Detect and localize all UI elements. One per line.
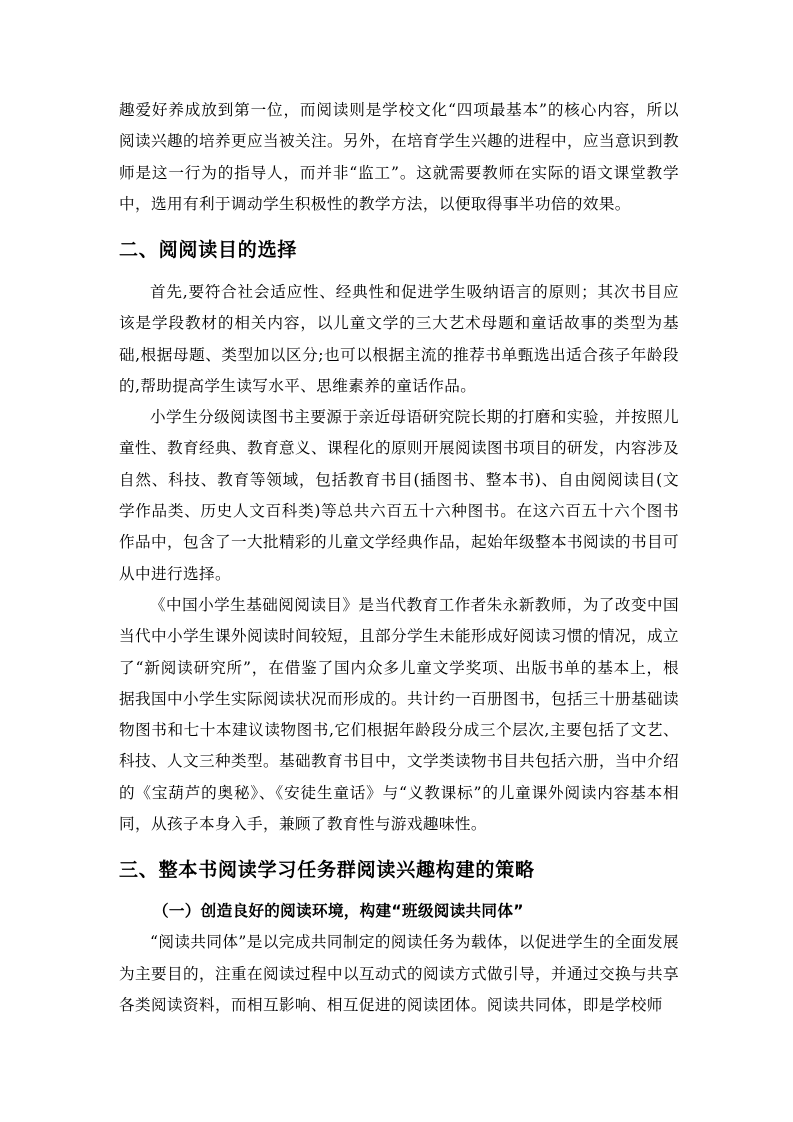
document-page [119, 95, 679, 1021]
section-2-heading: 二、阅阅读目的选择 [119, 239, 298, 261]
section-2-paragraph-1: 首先,要符合社会适应性、经典性和促进学生吸纳语言的原则；其次书目应该是学段教材的相关内容，以儿童文学的三大艺术母题和童话故事的类型为基础,根据母题、类型加以区分;也可以根据主流的推荐书单甄选出适合孩子年龄段的,帮助提高学生读写水平、思维素养的童话作品。 [119, 283, 679, 395]
section-3-paragraph-1: “阅读共同体”是以完成共同制定的阅读任务为载体，以促进学生的全面发展为主要目的，注重在阅读过程中以互动式的阅读方式做引导，并通过交换与共享各类阅读资料，而相互影响、相互促进的阅读团体。阅读共同体，即是学校师 [119, 933, 679, 1014]
section-2-paragraph-2: 小学生分级阅读图书主要源于亲近母语研究院长期的打磨和实验，并按照儿童性、教育经典、教育意义、课程化的原则开展阅读图书项目的研发，内容涉及自然、科技、教育等领域，包括教育书目(插图书、整本书)、自由阅阅读目(文学作品类、历史人文百科类)等总共六百五十六种图书。在这六百五十六个图书作品中，包含了一大批精彩的儿童文学经典作品，起始年级整本书阅读的书目可从中进行选择。 [119, 408, 679, 583]
section-2-paragraph-3: 《中国小学生基础阅阅读目》是当代教育工作者朱永新教师，为了改变中国当代中小学生课外阅读时间较短，且部分学生未能形成好阅读习惯的情况，成立了“新阅读研究所”，在借鉴了国内众多儿童文学奖项、出版书单的基本上，根据我国中小学生实际阅读状况而形成的。共计约一百册图书，包括三十册基础读物图书和七十本建议读物图书,它们根据年龄段分成三个层次,主要包括了文艺、科技、人文三种类型。基础教育书目中，文学类读物书目共包括六册，当中介绍的《宝葫芦的奥秘》、《安徒生童话》与“义教课标”的儿童课外阅读内容基本相同，从孩子本身入手，兼顾了教育性与游戏趣味性。 [119, 595, 679, 834]
intro-paragraph: 趣爱好养成放到第一位，而阅读则是学校文化“四项最基本”的核心内容，所以阅读兴趣的培养更应当被关注。另外，在培育学生兴趣的进程中，应当意识到教师是这一行为的指导人，而并非“监工”。这就需要教师在实际的语文课堂教学中，选用有利于调动学生积极性的教学方法，以便取得事半功倍的效果。 [119, 101, 679, 213]
section-3-heading: 三、整本书阅读学习任务群阅读兴趣构建的策略 [119, 859, 535, 882]
section-3-subheading: （一）创造良好的阅读环境，构建“班级阅读共同体” [153, 902, 524, 921]
